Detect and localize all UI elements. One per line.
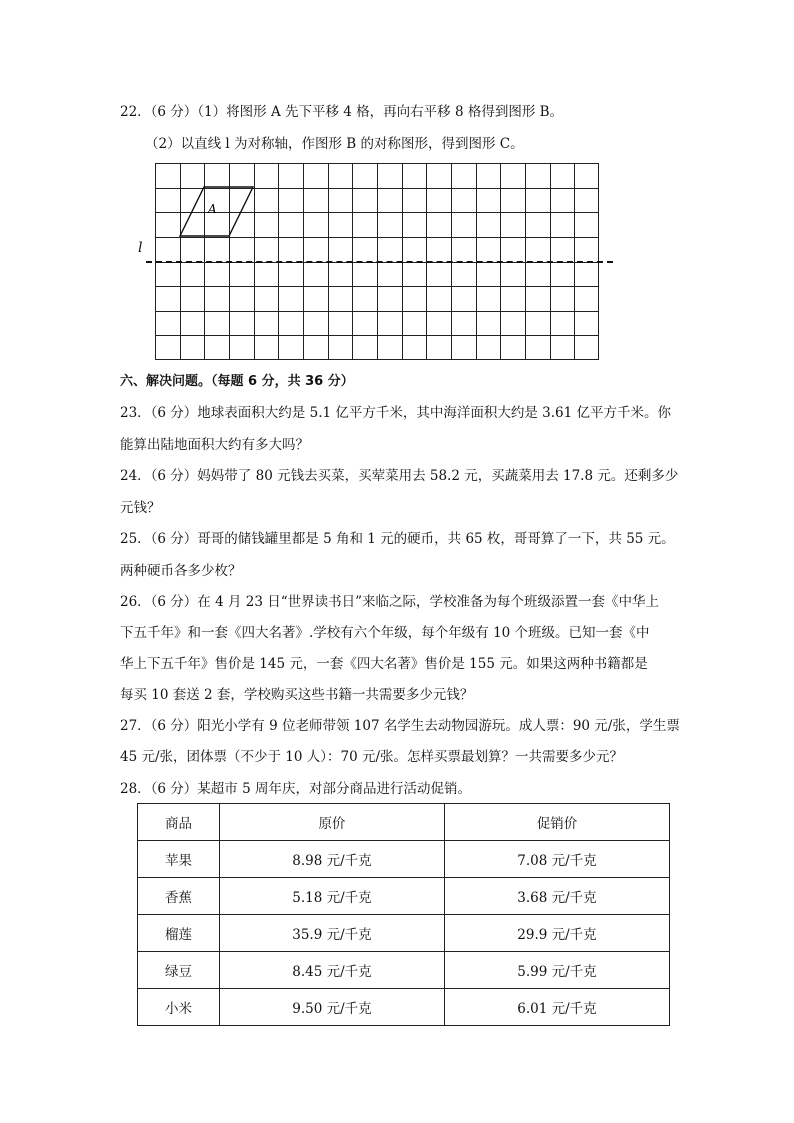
cell-goods: 榴莲 [138,915,220,952]
q26-line3: 华上下五千年》售价是 145 元，一套《四大名著》售价是 155 元。如果这两种书籍都是 [120,656,648,672]
header-original-price: 原价 [219,804,444,841]
q24-line2: 元钱？ [120,500,161,516]
cell-original: 8.98 元/千克 [219,841,444,878]
q26-line2: 下五千年》和一套《四大名著》.学校有六个年级，每个年级有 10 个班级。已知一套《中 [120,625,650,641]
shape-label-a: A [208,202,217,216]
cell-sale: 7.08 元/千克 [444,841,669,878]
cell-original: 35.9 元/千克 [219,915,444,952]
q26-line1: 26．（6 分）在 4 月 23 日“世界读书日”来临之际，学校准备为每个班级添置一套《中华上 [120,594,660,610]
cell-original: 9.50 元/千克 [219,989,444,1026]
q26-line4: 每买 10 套送 2 套，学校购买这些书籍一共需要多少元钱？ [120,687,474,703]
section-title: 六、解决问题。（每题 6 分，共 36 分） [120,374,354,389]
axis-label-l: l [138,240,143,256]
q25-line1: 25．（6 分）哥哥的储钱罐里都是 5 角和 1 元的硬币，共 65 枚，哥哥算了一下，共 55 元。 [120,531,675,547]
q27-line1: 27．（6 分）阳光小学有 9 位老师带领 107 名学生去动物园游玩。成人票：90 元/张，学生票 [120,718,680,734]
cell-goods: 苹果 [138,841,220,878]
symmetry-axis [146,261,613,263]
q28-line1: 28．（6 分）某超市 5 周年庆，对部分商品进行活动促销。 [120,781,471,797]
cell-goods: 香蕉 [138,878,220,915]
q27-line2: 45 元/张，团体票（不少于 10 人）：70 元/张。怎样买票最划算？一共需要多少元？ [120,749,624,765]
q24-line1: 24．（6 分）妈妈带了 80 元钱去买菜，买荤菜用去 58.2 元，买蔬菜用去 17.8 元。还剩多少 [120,468,679,484]
table-row [138,952,670,989]
table-row [138,915,670,952]
cell-sale: 29.9 元/千克 [444,915,669,952]
cell-original: 5.18 元/千克 [219,878,444,915]
cell-original: 8.45 元/千克 [219,952,444,989]
price-table [137,803,670,1026]
q22-line1: 22．（6 分）（1）将图形 A 先下平移 4 格，再向右平移 8 格得到图形 B。 [120,104,564,120]
header-goods: 商品 [138,804,220,841]
header-sale-price: 促销价 [444,804,669,841]
table-row [138,841,670,878]
q22-line2: （2）以直线 l 为对称轴，作图形 B 的对称图形，得到图形 C。 [145,136,524,152]
cell-goods: 小米 [138,989,220,1026]
table-row [138,878,670,915]
q25-line2: 两种硬币各多少枚？ [120,563,242,579]
cell-sale: 5.99 元/千克 [444,952,669,989]
q23-line1: 23．（6 分）地球表面积大约是 5.1 亿平方千米，其中海洋面积大约是 3.61 亿平方千米。你 [120,405,672,421]
q23-line2: 能算出陆地面积大约有多大吗？ [120,437,309,453]
table-header-row [138,804,670,841]
table-row [138,989,670,1026]
cell-sale: 6.01 元/千克 [444,989,669,1026]
cell-sale: 3.68 元/千克 [444,878,669,915]
cell-goods: 绿豆 [138,952,220,989]
